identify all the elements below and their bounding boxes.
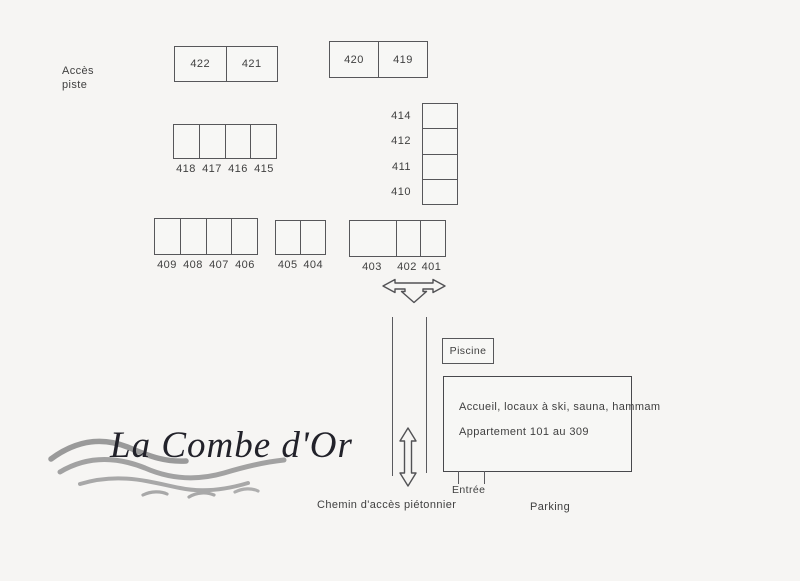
- three-way-arrow-icon: [382, 277, 446, 305]
- apartment-block-420-419: [329, 41, 428, 78]
- entrance-tick-right: [484, 471, 485, 484]
- apartment-block-418-415: [173, 124, 277, 175]
- entree-label: Entrée: [452, 484, 486, 496]
- apartment-block-409-406: [154, 218, 258, 271]
- apartment-cell-410: [423, 179, 457, 204]
- apartment-label-414: 414: [391, 109, 411, 122]
- apartment-block-414-410: [381, 103, 458, 205]
- apartment-label-406: 406: [235, 259, 255, 271]
- apartment-label-408: 408: [183, 259, 203, 271]
- building-services-label: Accueil, locaux à ski, sauna, hammam: [459, 401, 661, 413]
- apartment-label-409: 409: [157, 259, 177, 271]
- apartment-label-402: 402: [397, 261, 417, 273]
- parking-label: Parking: [530, 501, 571, 513]
- apartment-label-412: 412: [391, 135, 411, 148]
- apartment-cell-404: [300, 221, 325, 254]
- apartment-label-415: 415: [254, 163, 274, 175]
- apartment-cell-407: [206, 219, 232, 254]
- apartment-cell-406: [231, 219, 257, 254]
- main-building-box: [443, 376, 661, 472]
- apartment-cell-409: [155, 219, 180, 254]
- pedestrian-path-right-line: [426, 317, 427, 473]
- apartment-cell-417: [199, 125, 225, 158]
- apartment-label-416: 416: [228, 163, 248, 175]
- apartment-cell-405: [276, 221, 300, 254]
- apartment-label-404: 404: [303, 259, 324, 271]
- apartment-cell-422: 422: [190, 58, 211, 70]
- apartment-cell-420: 420: [344, 53, 364, 66]
- apartment-block-405-404: [275, 220, 326, 271]
- apartment-label-405: 405: [277, 259, 298, 271]
- apartment-cell-403: [350, 221, 396, 256]
- apartment-cell-408: [180, 219, 206, 254]
- apartment-cell-418: [174, 125, 199, 158]
- apartment-cell-414: [423, 104, 457, 128]
- apartment-label-407: 407: [209, 259, 229, 271]
- apartment-label-410: 410: [391, 186, 411, 199]
- apartment-cell-415: [250, 125, 276, 158]
- apartment-cell-421: 421: [226, 47, 278, 81]
- apartment-label-418: 418: [176, 163, 196, 175]
- apartment-cell-412: [423, 128, 457, 153]
- piscine-label: Piscine: [449, 345, 487, 357]
- apartment-block-403-401: [349, 220, 446, 273]
- pedestrian-path-left-line: [392, 317, 393, 476]
- apartment-cell-416: [225, 125, 251, 158]
- apartment-cell-402: [396, 221, 420, 256]
- apartment-cell-411: [423, 154, 457, 179]
- apartment-block-422-421: [174, 46, 278, 82]
- apartment-cell-419: 419: [378, 42, 427, 77]
- apartment-label-411: 411: [391, 160, 411, 173]
- acces-piste-label: Accès piste: [62, 65, 94, 91]
- chemin-label: Chemin d'accès piétonnier: [317, 499, 457, 511]
- building-apartments-label: Appartement 101 au 309: [459, 426, 589, 438]
- piscine-box: [442, 338, 494, 364]
- apartment-label-401: 401: [421, 261, 442, 273]
- apartment-label-403: 403: [362, 261, 382, 273]
- logo-title: La Combe d'Or: [110, 425, 353, 466]
- apartment-label-417: 417: [202, 163, 222, 175]
- entrance-tick-left: [458, 471, 459, 484]
- two-way-arrow-icon: [399, 427, 417, 487]
- apartment-cell-401: [420, 221, 445, 256]
